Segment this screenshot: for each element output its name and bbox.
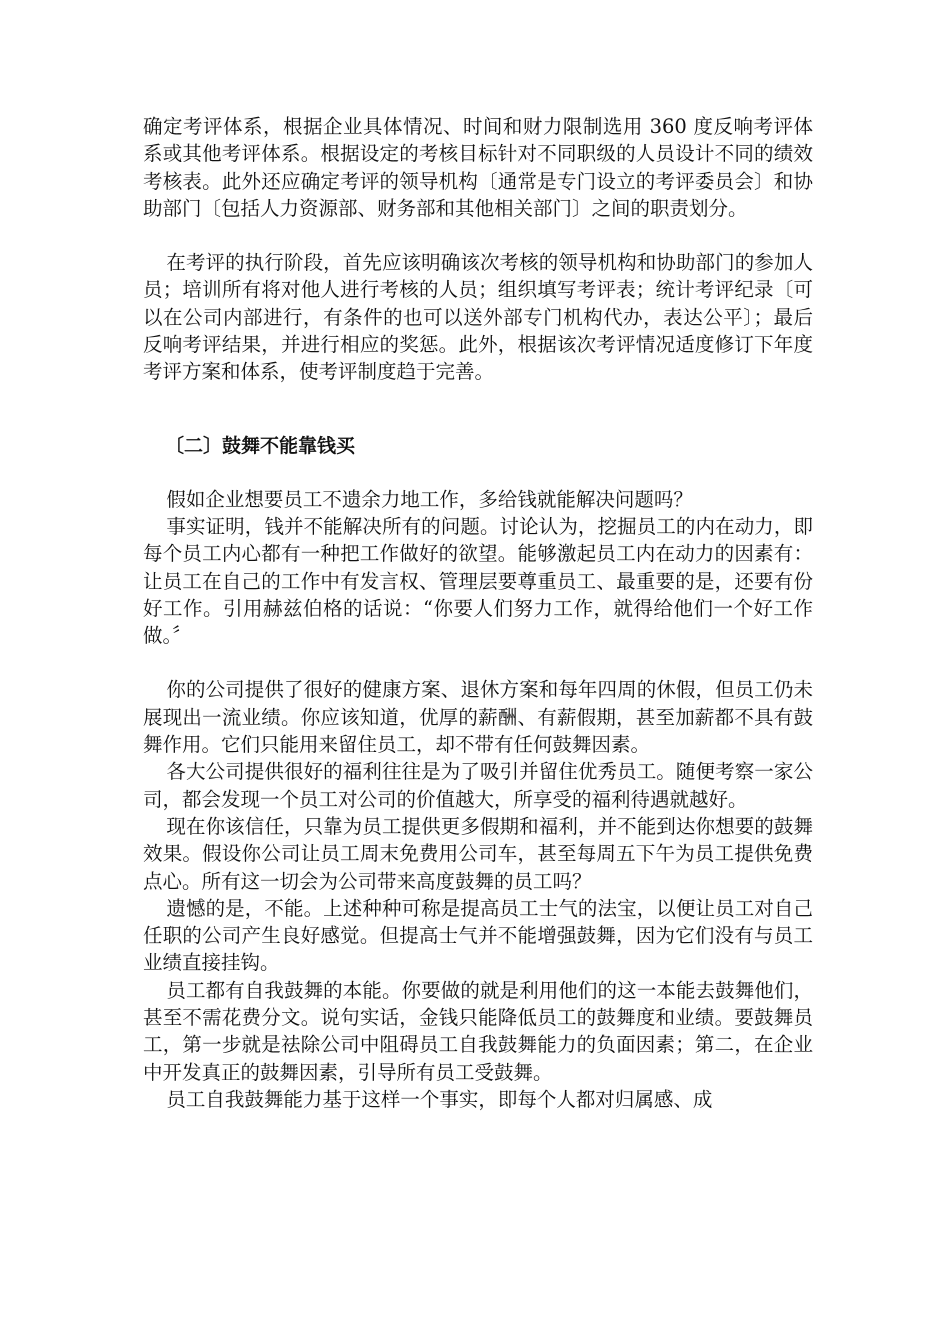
section-heading: 〔二〕鼓舞不能靠钱买	[165, 434, 356, 457]
paragraph-spacer	[143, 222, 813, 249]
paragraph-morale: 遗憾的是，不能。上述种种可称是提高员工士气的法宝，以便让员工对自己任职的公司产生良好感觉。但提高士气并不能增强鼓舞，因为它们没有与员工业绩直接挂钩。	[143, 896, 813, 975]
paragraph-evaluation-execution: 在考评的执行阶段，首先应该明确该次考核的领导机构和协助部门的参加人员；培训所有将对他人进行考核的人员；组织填写考评表；统计考评纪录〔可以在公司内部进行，有条件的也可以送外部专门机构代办，表达公平〕；最后反响考评结果，并进行相应的奖惩。此外，根据该次考评情况适度修订下年度考评方案和体系，使考评制度趋于完善。	[143, 251, 813, 384]
paragraph-facts: 事实证明，钱并不能解决所有的问题。讨论认为，挖掘员工的内在动力，即每个员工内心都有一种把工作做好的欲望。能够激起员工内在动力的因素有：让员工在自己的工作中有发言权、管理层要尊重员工、最重要的是，还要有份好工作。引用赫兹伯格的话说：“你要人们努力工作，就得给他们一个好工作做。〞	[143, 514, 813, 648]
paragraph-evaluation-system: 确定考评体系，根据企业具体情况、时间和财力限制选用 360 度反响考评体系或其他考评体系。根据设定的考核目标针对不同职级的人员设计不同的绩效考核表。此外还应确定考评的领导机构〔通常是专门设立的考评委员会〕和协助部门〔包括人力资源部、财务部和其他相关部门〕之间的职责划分。	[143, 115, 813, 220]
heading-spacer	[143, 460, 813, 486]
paragraph-self-motivation: 员工都有自我鼓舞的本能。你要做的就是利用他们的这一本能去鼓舞他们，甚至不需花费分文。说句实话，金钱只能降低员工的鼓舞度和业绩。要鼓舞员工，第一步就是祛除公司中阻碍员工自我鼓舞能力的负面因素；第二，在企业中开发真正的鼓舞因素，引导所有员工受鼓舞。	[143, 978, 813, 1084]
paragraph-benefits: 你的公司提供了很好的健康方案、退休方案和每年四周的休假，但员工仍未展现出一流业绩。你应该知道，优厚的薪酬、有薪假期，甚至加薪都不具有鼓舞作用。它们只能用来留住员工，却不带有任何鼓舞因素。	[143, 678, 813, 757]
paragraph-belonging: 员工自我鼓舞能力基于这样一个事实，即每个人都对归属感、成	[166, 1087, 713, 1111]
paragraph-welfare: 各大公司提供很好的福利往往是为了吸引并留住优秀员工。随便考察一家公司，都会发现一个员工对公司的价值越大，所享受的福利待遇就越好。	[143, 760, 813, 811]
paragraph-spacer	[143, 649, 813, 676]
document-body	[143, 113, 813, 1113]
paragraph-question: 假如企业想要员工不遗余力地工作，多给钱就能解决问题吗？	[166, 487, 693, 511]
section-spacer	[143, 386, 813, 433]
paragraph-holidays: 现在你该信任，只靠为员工提供更多假期和福利，并不能到达你想要的鼓舞效果。假设你公司让员工周末免费用公司车，甚至每周五下午为员工提供免费点心。所有这一切会为公司带来高度鼓舞的员工吗？	[143, 814, 813, 893]
